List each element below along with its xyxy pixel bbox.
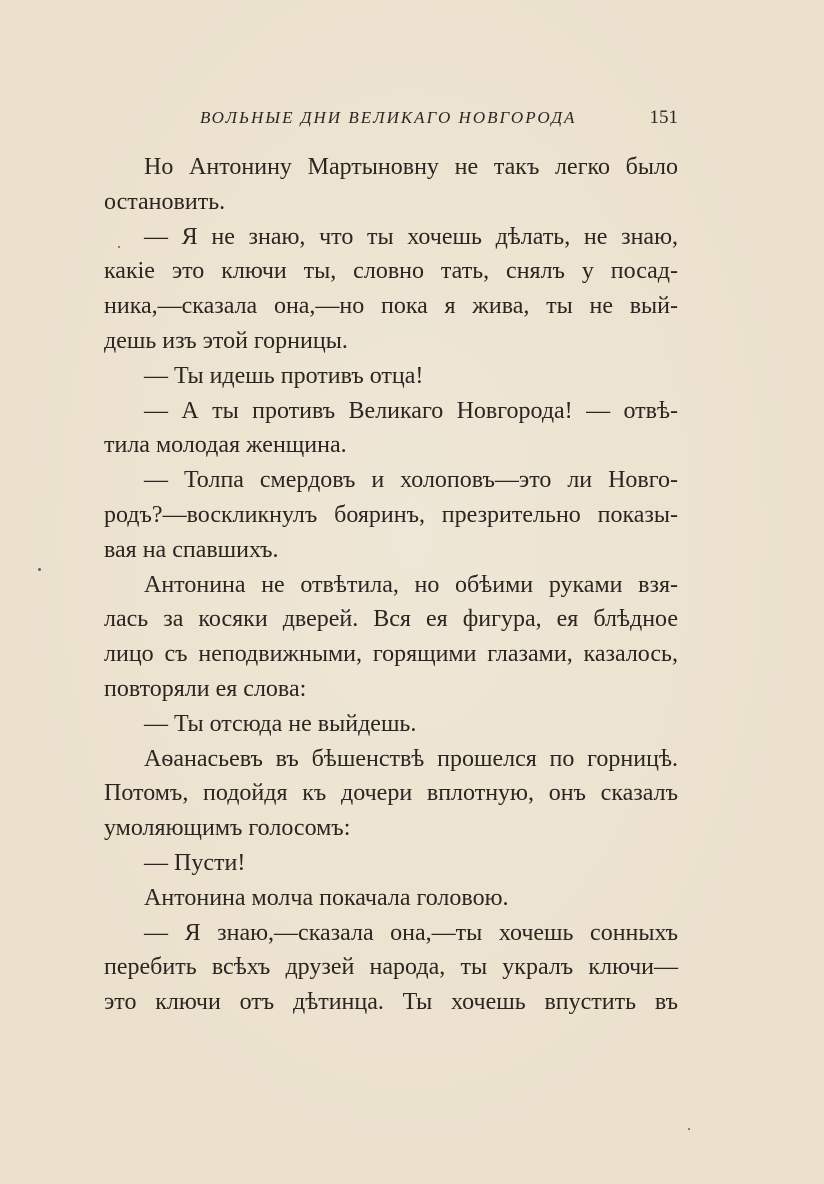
text-line: дешь изъ этой горницы. bbox=[104, 327, 348, 354]
paragraph bbox=[104, 916, 678, 1020]
paper-speck bbox=[688, 1128, 690, 1130]
text-line: — Толпа смердовъ и холоповъ—это ли Новго- bbox=[144, 467, 678, 494]
page-number: 151 bbox=[649, 107, 678, 128]
paragraph bbox=[104, 707, 678, 742]
text-line: повторяли ея слова: bbox=[104, 675, 307, 702]
paragraph bbox=[104, 359, 678, 394]
page-header bbox=[200, 104, 678, 132]
text-line: — Ты отсюда не выйдешь. bbox=[144, 710, 417, 737]
text-line: родъ?—воскликнулъ бояринъ, презрительно показы- bbox=[104, 501, 678, 528]
text-line: Потомъ, подойдя къ дочери вплотную, онъ сказалъ bbox=[104, 780, 678, 807]
text-line: это ключи отъ дѣтинца. Ты хочешь впустить въ bbox=[104, 989, 678, 1016]
paragraph bbox=[104, 150, 678, 220]
text-line: Но Антонину Мартыновну не такъ легко было bbox=[144, 154, 678, 180]
text-line: — Я знаю,—сказала она,—ты хочешь сонныхъ bbox=[144, 919, 678, 946]
text-line: — Пусти! bbox=[144, 849, 246, 876]
text-line: — Я не знаю, что ты хочешь дѣлать, не знаю, bbox=[144, 223, 678, 250]
paragraph bbox=[104, 881, 678, 916]
text-line: умоляющимъ голосомъ: bbox=[104, 815, 351, 842]
text-line: тила молодая женщина. bbox=[104, 432, 347, 459]
running-title: ВОЛЬНЫЕ ДНИ ВЕЛИКАГО НОВГОРОДА bbox=[200, 108, 577, 127]
paragraph bbox=[104, 568, 678, 707]
body-text bbox=[104, 150, 678, 1020]
text-line: Аѳанасьевъ въ бѣшенствѣ прошелся по горницѣ. bbox=[144, 745, 678, 772]
text-line: ника,—сказала она,—но пока я жива, ты не вый- bbox=[104, 293, 678, 320]
text-line: — А ты противъ Великаго Новгорода! — отвѣ- bbox=[144, 397, 678, 424]
text-line: Антонина молча покачала головою. bbox=[144, 884, 509, 911]
paragraph bbox=[104, 846, 678, 881]
text-line: какіе это ключи ты, словно тать, снялъ у посад- bbox=[104, 258, 678, 285]
paragraph bbox=[104, 220, 678, 359]
text-line: лась за косяки дверей. Вся ея фигура, ея блѣдное bbox=[104, 606, 678, 633]
text-line: Антонина не отвѣтила, но обѣими руками взя- bbox=[144, 571, 678, 598]
paragraph bbox=[104, 394, 678, 464]
text-line: остановить. bbox=[104, 188, 226, 215]
paragraph bbox=[104, 463, 678, 567]
paper-speck bbox=[118, 246, 120, 248]
text-line: — Ты идешь противъ отца! bbox=[144, 362, 424, 389]
paper-speck bbox=[38, 568, 41, 571]
text-line: вая на спавшихъ. bbox=[104, 536, 279, 563]
paragraph bbox=[104, 742, 678, 846]
text-line: перебить всѣхъ друзей народа, ты укралъ ключи— bbox=[104, 954, 678, 981]
text-line: лицо съ неподвижными, горящими глазами, казалось, bbox=[104, 641, 678, 668]
